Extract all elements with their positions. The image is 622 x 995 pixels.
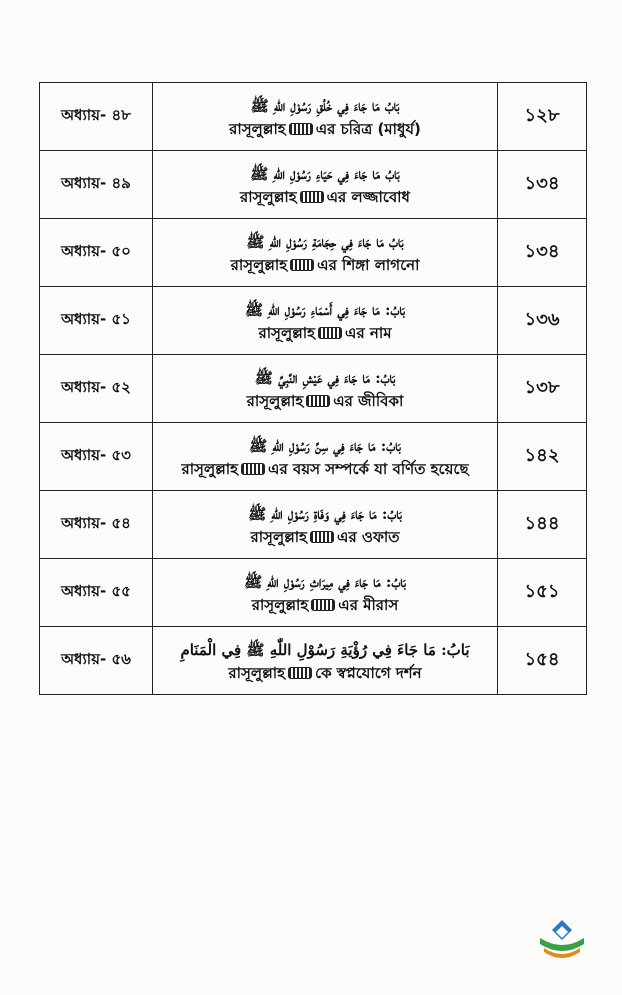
- chapter-title: [153, 83, 498, 151]
- bangla-title: [153, 594, 497, 616]
- page-number: ১৫১: [498, 559, 587, 627]
- bangla-title: [153, 390, 497, 412]
- salutation-seal-icon: [289, 123, 313, 135]
- salutation-seal-icon: [300, 191, 324, 203]
- chapter-title: [153, 627, 498, 695]
- table-row: [40, 627, 587, 695]
- arabic-title: بَابُ: مَا جَاءَ فِي سِنِّ رَسُوْلِ اللّٰهِ ﷺ: [249, 436, 401, 455]
- page-number: ১৪৪: [498, 491, 587, 559]
- arabic-title: بَابُ: مَا جَاءَ فِي مِيرَاثِ رَسُوْلِ اللّٰهِ ﷺ: [244, 572, 406, 591]
- chapter-title: [153, 423, 498, 491]
- bangla-title: [153, 526, 497, 548]
- chapter-number: অধ্যায়- ৪৮: [40, 83, 153, 151]
- chapter-title: [153, 491, 498, 559]
- arabic-title: بَابُ: مَا جَاءَ فِي عَيْشِ النَّبِيِّ ﷺ: [254, 368, 396, 387]
- salutation-seal-icon: [241, 463, 265, 475]
- bangla-title-rest: কে স্বপ্নযোগে দর্শন: [314, 663, 422, 682]
- bangla-title: [153, 458, 497, 480]
- bangla-title-lead: রাসূলুল্লাহ: [240, 187, 297, 206]
- chapter-number: অধ্যায়- ৫৩: [40, 423, 153, 491]
- bangla-title: [153, 662, 497, 684]
- chapter-number: অধ্যায়- ৫৪: [40, 491, 153, 559]
- chapter-title: [153, 355, 498, 423]
- bangla-title-lead: রাসূলুল্লাহ: [229, 119, 286, 138]
- chapter-number: অধ্যায়- ৫২: [40, 355, 153, 423]
- page-number: ১৪২: [498, 423, 587, 491]
- chapter-number: অধ্যায়- ৫০: [40, 219, 153, 287]
- page-number: ১৩৪: [498, 219, 587, 287]
- page-number: ১৫৪: [498, 627, 587, 695]
- page-number: ১৩৪: [498, 151, 587, 219]
- page-number: ১৩৬: [498, 287, 587, 355]
- bangla-title-rest: এর জীবিকা: [333, 391, 404, 410]
- table-row: [40, 151, 587, 219]
- chapter-title: [153, 151, 498, 219]
- bangla-title-lead: রাসূলুল্লাহ: [228, 663, 285, 682]
- arabic-title: بَابُ مَا جَاءَ فِي خُلُقِ رَسُوْلِ اللّٰهِ ﷺ: [250, 96, 400, 115]
- arabic-title: بَابُ: مَا جَاءَ فِي وَفَاةِ رَسُوْلِ اللّٰهِ ﷺ: [248, 504, 402, 523]
- page-number: ১২৮: [498, 83, 587, 151]
- bangla-title-rest: এর লজ্জাবোধ: [326, 187, 410, 206]
- arabic-title: بَابُ مَا جَاءَ فِي حَيَاءِ رَسُوْلِ اللّٰهِ ﷺ: [250, 164, 400, 183]
- bangla-title-lead: রাসূলুল্লাহ: [251, 595, 309, 614]
- bangla-title-lead: রাসূলুল্লাহ: [181, 459, 239, 478]
- chapter-number: অধ্যায়- ৪৯: [40, 151, 153, 219]
- bangla-title-rest: এর মীরাস: [338, 595, 399, 614]
- bangla-title: [153, 118, 497, 140]
- bangla-title-lead: রাসূলুল্লাহ: [246, 391, 304, 410]
- table-of-contents: [39, 82, 587, 695]
- chapter-title: [153, 219, 498, 287]
- salutation-seal-icon: [306, 395, 330, 407]
- table-row: [40, 219, 587, 287]
- chapter-number: অধ্যায়- ৫৫: [40, 559, 153, 627]
- table-row: [40, 355, 587, 423]
- salutation-seal-icon: [310, 531, 334, 543]
- bangla-title: [153, 186, 497, 208]
- arabic-title: بَابُ: مَا جَاءَ فِي رُؤْيَةِ رَسُوْلِ اللّٰهِ ﷺ فِي الْمَنَامِ: [180, 640, 470, 659]
- arabic-title: بَابُ مَا جَاءَ فِي حِجَامَةِ رَسُوْلِ اللّٰهِ ﷺ: [246, 232, 404, 251]
- bangla-title-rest: এর চরিত্র (মাধুর্য): [315, 119, 421, 138]
- table-row: [40, 559, 587, 627]
- table-row: [40, 287, 587, 355]
- publisher-logo-icon: [536, 918, 588, 962]
- chapter-number: অধ্যায়- ৫৬: [40, 627, 153, 695]
- bangla-title-rest: এর বয়স সম্পর্কে যা বর্ণিত হয়েছে: [268, 459, 469, 478]
- bangla-title: [153, 254, 497, 276]
- page-number: ১৩৮: [498, 355, 587, 423]
- table-row: [40, 423, 587, 491]
- bangla-title: [153, 322, 497, 344]
- bangla-title-rest: এর নাম: [345, 323, 392, 342]
- table-row: [40, 83, 587, 151]
- bangla-title-lead: রাসূলুল্লাহ: [258, 323, 316, 342]
- chapter-number: অধ্যায়- ৫১: [40, 287, 153, 355]
- bangla-title-rest: এর ওফাত: [337, 527, 400, 546]
- salutation-seal-icon: [290, 259, 314, 271]
- chapter-title: [153, 287, 498, 355]
- arabic-title: بَابُ: مَا جَاءَ فِي أَسْمَاءِ رَسُوْلِ اللّٰهِ ﷺ: [244, 300, 405, 319]
- salutation-seal-icon: [288, 667, 312, 679]
- bangla-title-lead: রাসূলুল্লাহ: [250, 527, 308, 546]
- salutation-seal-icon: [311, 599, 335, 611]
- salutation-seal-icon: [318, 327, 342, 339]
- chapter-title: [153, 559, 498, 627]
- bangla-title-lead: রাসূলুল্লাহ: [230, 255, 288, 274]
- bangla-title-rest: এর শিঙ্গা লাগনো: [317, 255, 420, 274]
- table-row: [40, 491, 587, 559]
